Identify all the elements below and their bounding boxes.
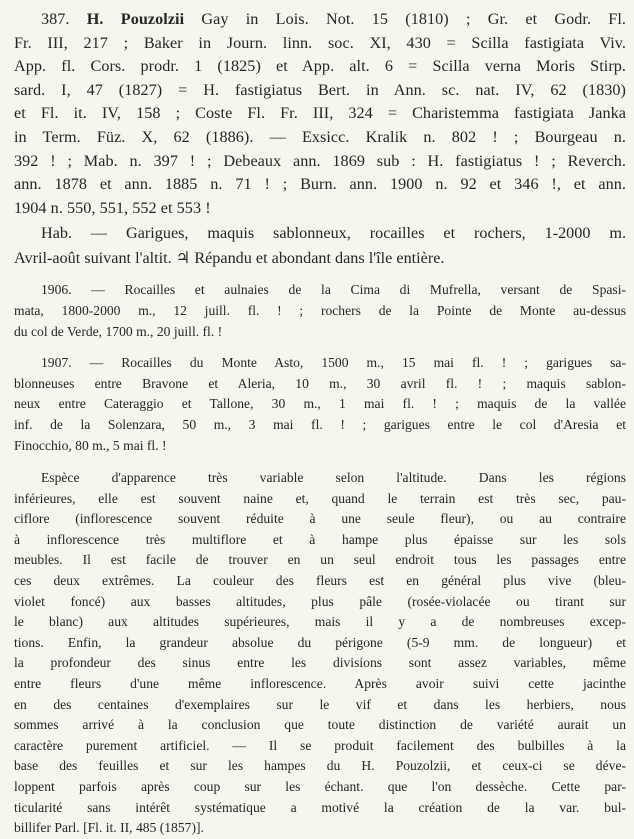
obs-1907-line: Finocchio, 80 m., 5 mai fl. ! (14, 437, 167, 453)
discussion-line: en des centaines d'exemplaires sur le vif et dans les herbiers, nous (14, 696, 626, 712)
obs-1907-line: 1907. — Rocailles du Monte Asto, 1500 m., 15 mai fl. ! ; garigues sa- (41, 355, 626, 371)
obs-1907-line: blonneuses entre Bravone et Aleria, 10 m., 30 avril fl. ! ; maquis sablon- (14, 375, 626, 391)
observations-1906 (14, 280, 626, 342)
discussion-line: ciflore (inflorescence souvent réduite à une seule fleur), ou au contraire (14, 511, 626, 527)
discussion-line: tions. Enfin, la grandeur absolue du périgone (5-9 mm. de longueur) et (14, 634, 626, 650)
species-line: ann. 1878 et ann. 1885 n. 71 ! ; Burn. ann. 1900 n. 92 et 346 !, et ann. (14, 175, 626, 194)
obs-1907-line: neux entre Cateraggio et Tallone, 30 m., 1 mai fl. ! ; maquis de la vallée (14, 396, 626, 412)
species-line: et Fl. it. IV, 158 ; Coste Fl. Fr. III, 324 = Charistemma fastigiata Janka (14, 104, 626, 123)
discussion-line: meubles. Il est facile de trouver en un seul endroit tous les passages entre (14, 552, 626, 568)
obs-1906-line: 1906. — Rocailles et aulnaies de la Cima di Mufrella, versant de Spasi- (41, 282, 626, 298)
discussion-line: Espèce d'apparence très variable selon l'altitude. Dans les régions (41, 470, 626, 486)
discussion-line: sommes arrivé à la conclusion que toute distinction de variété aurait un (14, 717, 626, 733)
discussion-paragraph (14, 468, 626, 839)
species-line: App. fl. Cors. prodr. 1 (1825) et App. alt. 6 = Scilla verna Moris Stirp. (14, 57, 626, 76)
species-line: sard. I, 47 (1827) = H. fastigiatus Bert. in Ann. sc. nat. IV, 62 (1830) (14, 80, 626, 99)
species-name: H. Pouzolzii (86, 10, 185, 28)
discussion-line: à inflorescence très multiflore et à hampe plus épaisse sur les sols (14, 531, 626, 547)
habitat-line: Avril-août suivant l'altit. ♃ Répandu et abondant dans l'île entière. (14, 249, 445, 268)
species-line: 1904 n. 550, 551, 552 et 553 ! (14, 198, 211, 217)
species-line: 392 ! ; Mab. n. 397 ! ; Debeaux ann. 1869 sub : H. fastigiatus ! ; Reverch. (14, 151, 626, 170)
species-line: Fr. III, 217 ; Baker in Journ. linn. soc. XI, 430 = Scilla fastigiata Viv. (14, 33, 626, 52)
discussion-line: violet foncé) aux basses altitudes, plus pâle (rosée-violacée ou tirant sur (14, 593, 626, 609)
habitat-line: Hab. — Garigues, maquis sablonneux, rocailles et rochers, 1-2000 m. (41, 224, 626, 243)
obs-1906-line: du col de Verde, 1700 m., 20 juill. fl. ! (14, 323, 223, 339)
discussion-line: la profondeur des sinus entre les divisions sont assez variables, même (14, 655, 626, 671)
obs-1906-line: mata, 1800-2000 m., 12 juill. fl. ! ; rochers de la Pointe de Monte au-dessus (14, 302, 626, 318)
discussion-line: caractère purement artificiel. — Il se produit facilement des bulbilles à la (14, 737, 626, 753)
discussion-line: billifer Parl. [Fl. it. II, 485 (1857)]. (14, 820, 204, 836)
observations-1907 (14, 353, 626, 456)
discussion-line: ces deux extrêmes. La couleur des fleurs est en général plus vive (bleu- (14, 573, 626, 589)
species-entry (14, 8, 626, 220)
species-line-text: Gay in Lois. Not. 15 (1810) ; Gr. et Godr. Fl. (184, 10, 626, 28)
habitat-paragraph (14, 221, 626, 271)
species-line: in Term. Füz. X, 62 (1886). — Exsicc. Kralik n. 802 ! ; Bourgeau n. (14, 127, 626, 146)
discussion-line: ticularité sans intérêt systématique a motivé la création de la var. bul- (14, 799, 626, 815)
discussion-line: entre fleurs d'une même inflorescence. Après avoir suivi cette jacinthe (14, 676, 626, 692)
discussion-line: le blanc) aux altitudes supérieures, mais il y a de nombreuses excep- (14, 614, 626, 630)
species-number: 387. (41, 10, 70, 28)
discussion-line: inférieures, elle est souvent naine et, quand le terrain est très sec, pau- (14, 490, 626, 506)
discussion-line: base des feuilles et sur les hampes du H. Pouzolzii, et ceux-ci se déve- (14, 758, 626, 774)
obs-1907-line: inf. de la Solenzara, 50 m., 3 mai fl. ! ; garigues entre le col d'Aresia et (14, 416, 626, 432)
discussion-line: loppent parfois après coup sur les échant. que l'on dessèche. Cette par- (14, 779, 626, 794)
species-line-1 (14, 8, 626, 32)
